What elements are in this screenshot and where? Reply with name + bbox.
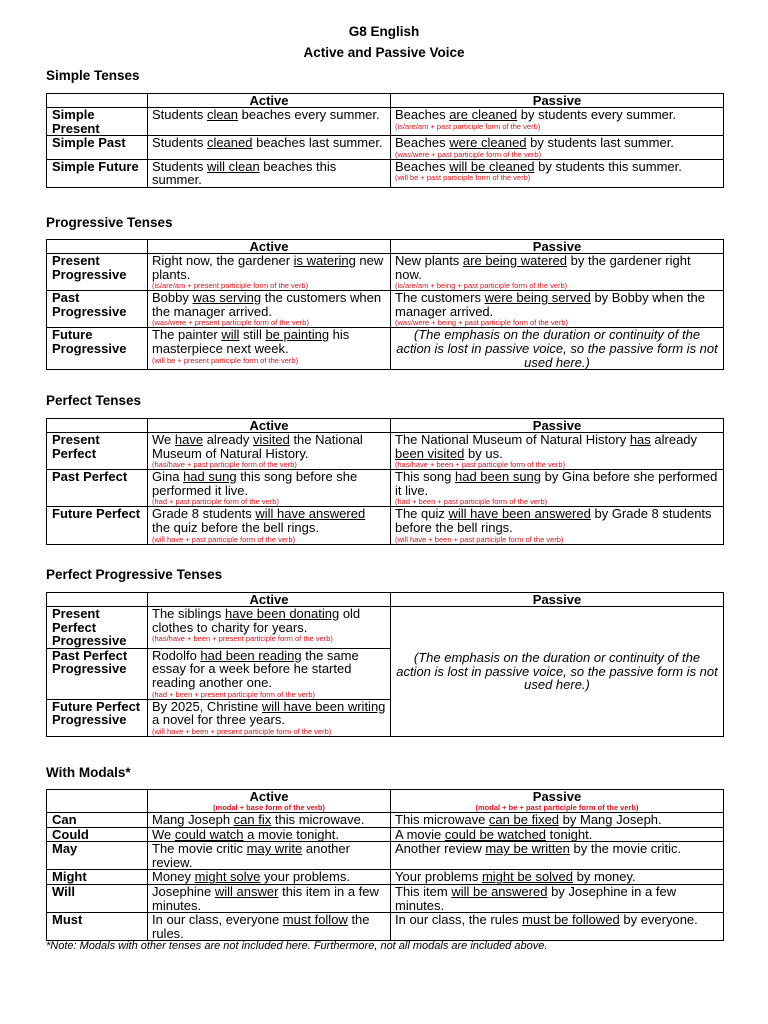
header-passive: Passive [391, 419, 724, 433]
sentence-text: by students every summer. [517, 107, 677, 122]
tense-label: Past Progressive [47, 291, 148, 328]
sentence-text: Right now, the gardener [152, 253, 294, 268]
header-blank [47, 240, 148, 254]
header-active-label: Active [249, 789, 289, 804]
sentence-text: By 2025, Christine [152, 699, 262, 714]
active-cell [148, 159, 391, 187]
active-cell [148, 254, 391, 291]
tense-label: Past Perfect Progressive [47, 648, 148, 699]
active-cell [148, 813, 391, 828]
verb-phrase: must be followed [522, 912, 620, 928]
verb-phrase: had been reading [200, 648, 302, 663]
table-row [47, 913, 724, 941]
sentence-text: the rules. [152, 912, 370, 941]
table-row [47, 433, 724, 470]
sentence-text: The siblings [152, 606, 225, 621]
header-active: Active [148, 94, 391, 108]
verb-phrase: have [174, 432, 204, 447]
sentence-text: beaches last summer. [252, 135, 383, 151]
header-active [148, 790, 391, 813]
table-header-row [47, 94, 724, 108]
header-passive-label: Passive [532, 789, 582, 804]
verb-phrase: can fix [233, 812, 272, 827]
verb-phrase: was serving [192, 290, 262, 306]
tense-label: Simple Future [47, 159, 148, 187]
passive-not-used-note: (The emphasis on the duration or continuity of the action is lost in passive voice, so the passive form is not used here.) [391, 328, 724, 370]
sentence-text: by Grade 8 students before the bell rings. [395, 506, 712, 535]
sentence-text: The National Museum of Natural History [395, 432, 630, 447]
sentence-text: A movie [395, 827, 445, 842]
sentence-text: by everyone. [619, 912, 698, 928]
sentence-text: This song [395, 469, 455, 485]
tense-label: Present Perfect [47, 433, 148, 470]
table-row [47, 159, 724, 187]
sentence-text: In our class, everyone [152, 912, 283, 928]
tense-label: Past Perfect [47, 470, 148, 507]
formula-note: (had + been + past participle form of the verb) [395, 497, 548, 507]
header-blank [47, 593, 148, 607]
passive-cell [391, 254, 724, 291]
verb-phrase: had been sung [454, 469, 542, 485]
sentence-text: beaches every summer. [238, 107, 380, 122]
verb-phrase: cleaned [206, 135, 253, 151]
sentence-text: by Mang Joseph. [559, 812, 662, 827]
verb-phrase: will clean [206, 159, 260, 174]
header-passive [391, 790, 724, 813]
sentence-text: the customers when the manager arrived. [152, 290, 382, 319]
sentence-text: We [152, 432, 175, 447]
section-title-perfect-progressive: Perfect Progressive Tenses [46, 567, 223, 582]
sentence-text: The customers [395, 290, 485, 306]
section-title-simple: Simple Tenses [46, 68, 140, 83]
sentence-text: this song before she performed it live. [152, 469, 358, 498]
sentence-text: by the movie critic. [569, 841, 682, 857]
sentence-text: this item in a few minutes. [152, 884, 379, 913]
tense-label: Might [47, 870, 148, 885]
sentence-text: by the gardener right now. [395, 253, 691, 282]
header-active: Active [148, 419, 391, 433]
header-passive: Passive [391, 240, 724, 254]
passive-cell [391, 136, 724, 160]
active-cell [148, 699, 391, 736]
sentence-text: a novel for three years. [152, 712, 285, 728]
sentence-text: the quiz before the bell rings. [152, 519, 319, 535]
sentence-text: The painter [152, 327, 222, 343]
sentence-text: already [203, 432, 253, 447]
verb-phrase: must follow [282, 912, 348, 928]
tense-label: May [47, 842, 148, 870]
sentence-text: by students last summer. [526, 135, 674, 151]
tense-label: Present Progressive [47, 254, 148, 291]
verb-phrase: were cleaned [449, 135, 527, 151]
passive-not-used-note: (The emphasis on the duration or continuity of the action is lost in passive voice, so the passive form is not used here.) [391, 607, 724, 737]
verb-phrase: will have answered [255, 506, 366, 522]
sentence-text: by us. [464, 445, 503, 461]
verb-phrase: had sung [183, 469, 237, 485]
sentence-text: a movie tonight. [243, 827, 339, 842]
table-row [47, 870, 724, 885]
active-cell [148, 328, 391, 370]
sentence-text: Beaches [395, 135, 450, 151]
sentence-text: In our class, the rules [395, 912, 523, 928]
passive-formula-note: (modal + be + past participle form of the verb) [475, 803, 639, 812]
document-title: G8 English [348, 24, 420, 39]
verb-phrase: could be watched [444, 827, 547, 842]
active-cell [148, 291, 391, 328]
verb-phrase: will be cleaned [449, 159, 535, 174]
sentence-text: Gina [152, 469, 184, 485]
passive-cell [391, 827, 724, 842]
active-cell [148, 648, 391, 699]
passive-cell [391, 108, 724, 136]
table-row [47, 136, 724, 160]
tense-label: Future Perfect Progressive [47, 699, 148, 736]
sentence-text: new plants. [152, 253, 384, 282]
formula-note: (will be + present participle form of the verb) [152, 355, 299, 365]
formula-note: (had + been + present participle form of the verb) [152, 689, 316, 699]
formula-note: (was/were + being + past participle form of the verb) [395, 318, 568, 328]
table-row [47, 291, 724, 328]
passive-cell [391, 884, 724, 912]
sentence-text: This microwave [395, 812, 489, 827]
verb-phrase: may write [246, 841, 303, 857]
verb-phrase: will be answered [451, 884, 548, 899]
formula-note: (was/were + past participle form of the verb) [395, 149, 542, 159]
passive-cell [391, 842, 724, 870]
sentence-text: Rodolfo [152, 648, 201, 663]
table-header-row [47, 419, 724, 433]
tense-label: Must [47, 913, 148, 941]
verb-phrase: could watch [174, 827, 244, 842]
sentence-text: still [239, 327, 266, 343]
verb-phrase: can be fixed [488, 812, 560, 827]
sentence-text: Mang Joseph [152, 812, 234, 827]
sentence-text: by Gina before she performed it live. [395, 469, 718, 498]
verb-phrase: may be written [485, 841, 570, 857]
table-row [47, 607, 724, 649]
sentence-text: his masterpiece next week. [152, 327, 350, 356]
sentence-text: The movie critic [152, 841, 247, 857]
sentence-text: Students [152, 107, 207, 122]
tense-label: Future Perfect [47, 507, 148, 544]
perfect-tenses-table [46, 418, 724, 545]
sentence-text: already [650, 432, 698, 447]
passive-cell [391, 433, 724, 470]
section-title-modals: With Modals* [46, 765, 131, 780]
table-row [47, 254, 724, 291]
section-title-perfect: Perfect Tenses [46, 393, 142, 408]
verb-phrase: will [221, 327, 240, 343]
tense-label: Will [47, 884, 148, 912]
sentence-text: beaches this summer. [152, 159, 337, 188]
sentence-text: tonight. [546, 827, 593, 842]
active-cell [148, 827, 391, 842]
table-header-row [47, 593, 724, 607]
sentence-text: by students this summer. [534, 159, 682, 174]
sentence-text: this microwave. [271, 812, 365, 827]
tense-label: Future Progressive [47, 328, 148, 370]
sentence-text: Bobby [152, 290, 193, 306]
formula-note: (will have + been + present participle form of the verb) [152, 726, 332, 736]
sentence-text: Students [152, 159, 207, 174]
formula-note: (has/have + been + past participle form of the verb) [395, 460, 566, 470]
sentence-text: the same essay for a week before he started reading another one. [152, 648, 359, 690]
sentence-text: the National Museum of Natural History. [152, 432, 363, 461]
section-title-progressive: Progressive Tenses [46, 215, 173, 230]
table-row [47, 108, 724, 136]
verb-phrase: clean [206, 107, 239, 122]
formula-note: (will have + been + past participle form of the verb) [395, 534, 564, 544]
table-header-row [47, 790, 724, 813]
sentence-text: The quiz [395, 506, 449, 522]
verb-phrase: will have been writing [261, 699, 386, 714]
header-active: Active [148, 593, 391, 607]
sentence-text: your problems. [260, 869, 350, 885]
verb-phrase: have been donating [224, 606, 340, 621]
tense-label: Simple Past [47, 136, 148, 160]
table-row [47, 842, 724, 870]
passive-cell [391, 507, 724, 544]
active-cell [148, 913, 391, 941]
sentence-text: We [152, 827, 175, 842]
header-passive: Passive [391, 94, 724, 108]
header-blank [47, 419, 148, 433]
header-active: Active [148, 240, 391, 254]
active-cell [148, 136, 391, 160]
formula-note: (will have + past participle form of the verb) [152, 534, 296, 544]
active-cell [148, 507, 391, 544]
formula-note: (is/are/am + present participle form of the verb) [152, 281, 309, 291]
formula-note: (has/have + past participle form of the verb) [152, 460, 297, 470]
verb-phrase: might be solved [481, 869, 574, 885]
formula-note: (has/have + been + present participle form of the verb) [152, 634, 333, 644]
active-cell [148, 470, 391, 507]
sentence-text: Josephine [152, 884, 215, 899]
modals-table [46, 789, 724, 941]
tense-label: Present Perfect Progressive [47, 607, 148, 649]
table-row [47, 470, 724, 507]
sentence-text: Beaches [395, 159, 450, 174]
active-cell [148, 607, 391, 649]
formula-note: (will be + past participle form of the verb) [395, 173, 531, 183]
passive-cell [391, 291, 724, 328]
sentence-text: Another review [395, 841, 486, 857]
sentence-text: by Josephine in a few minutes. [395, 884, 677, 913]
sentence-text: This item [395, 884, 452, 899]
active-cell [148, 108, 391, 136]
sentence-text: Grade 8 students [152, 506, 256, 522]
sentence-text: Beaches [395, 107, 450, 122]
verb-phrase: visited [252, 432, 290, 447]
verb-phrase: has [629, 432, 651, 447]
table-row [47, 328, 724, 370]
passive-cell [391, 913, 724, 941]
passive-cell [391, 870, 724, 885]
header-passive: Passive [391, 593, 724, 607]
sentence-text: Your problems [395, 869, 482, 885]
tense-label: Simple Present [47, 108, 148, 136]
active-cell [148, 884, 391, 912]
verb-phrase: will have been answered [448, 506, 591, 522]
table-row [47, 827, 724, 842]
header-blank [47, 94, 148, 108]
formula-note: (was/were + present participle form of the verb) [152, 318, 309, 328]
sentence-text: New plants [395, 253, 463, 268]
tense-label: Could [47, 827, 148, 842]
verb-phrase: will answer [214, 884, 279, 899]
active-cell [148, 842, 391, 870]
sentence-text: Students [152, 135, 207, 151]
formula-note: (is/are/am + being + past participle form of the verb) [395, 281, 568, 291]
sentence-text: Money [152, 869, 195, 885]
verb-phrase: were being served [484, 290, 591, 306]
footnote: *Note: Modals with other tenses are not included here. Furthermore, not all modals are included above. [46, 940, 548, 952]
active-formula-note: (modal + base form of the verb) [213, 803, 325, 812]
verb-phrase: is watering [293, 253, 356, 268]
simple-tenses-table [46, 93, 724, 188]
active-cell [148, 433, 391, 470]
progressive-tenses-table [46, 239, 724, 370]
table-row [47, 507, 724, 544]
sentence-text: another review. [152, 841, 350, 870]
passive-cell [391, 470, 724, 507]
passive-cell [391, 159, 724, 187]
sentence-text: by Bobby when the manager arrived. [395, 290, 706, 319]
sentence-text: by money. [573, 869, 636, 885]
verb-phrase: are cleaned [449, 107, 518, 122]
document-subtitle: Active and Passive Voice [303, 45, 465, 60]
passive-cell [391, 813, 724, 828]
table-header-row [47, 240, 724, 254]
verb-phrase: are being watered [462, 253, 567, 268]
verb-phrase: be painting [265, 327, 330, 343]
perfect-progressive-tenses-table [46, 592, 724, 737]
table-row [47, 884, 724, 912]
active-cell [148, 870, 391, 885]
header-blank [47, 790, 148, 813]
tense-label: Can [47, 813, 148, 828]
table-row [47, 813, 724, 828]
verb-phrase: been visited [395, 445, 465, 461]
formula-note: (is/are/am + past participle form of the verb) [395, 121, 541, 131]
sentence-text: old clothes to charity for years. [152, 606, 361, 635]
formula-note: (had + past participle form of the verb) [152, 497, 279, 507]
verb-phrase: might solve [194, 869, 261, 885]
